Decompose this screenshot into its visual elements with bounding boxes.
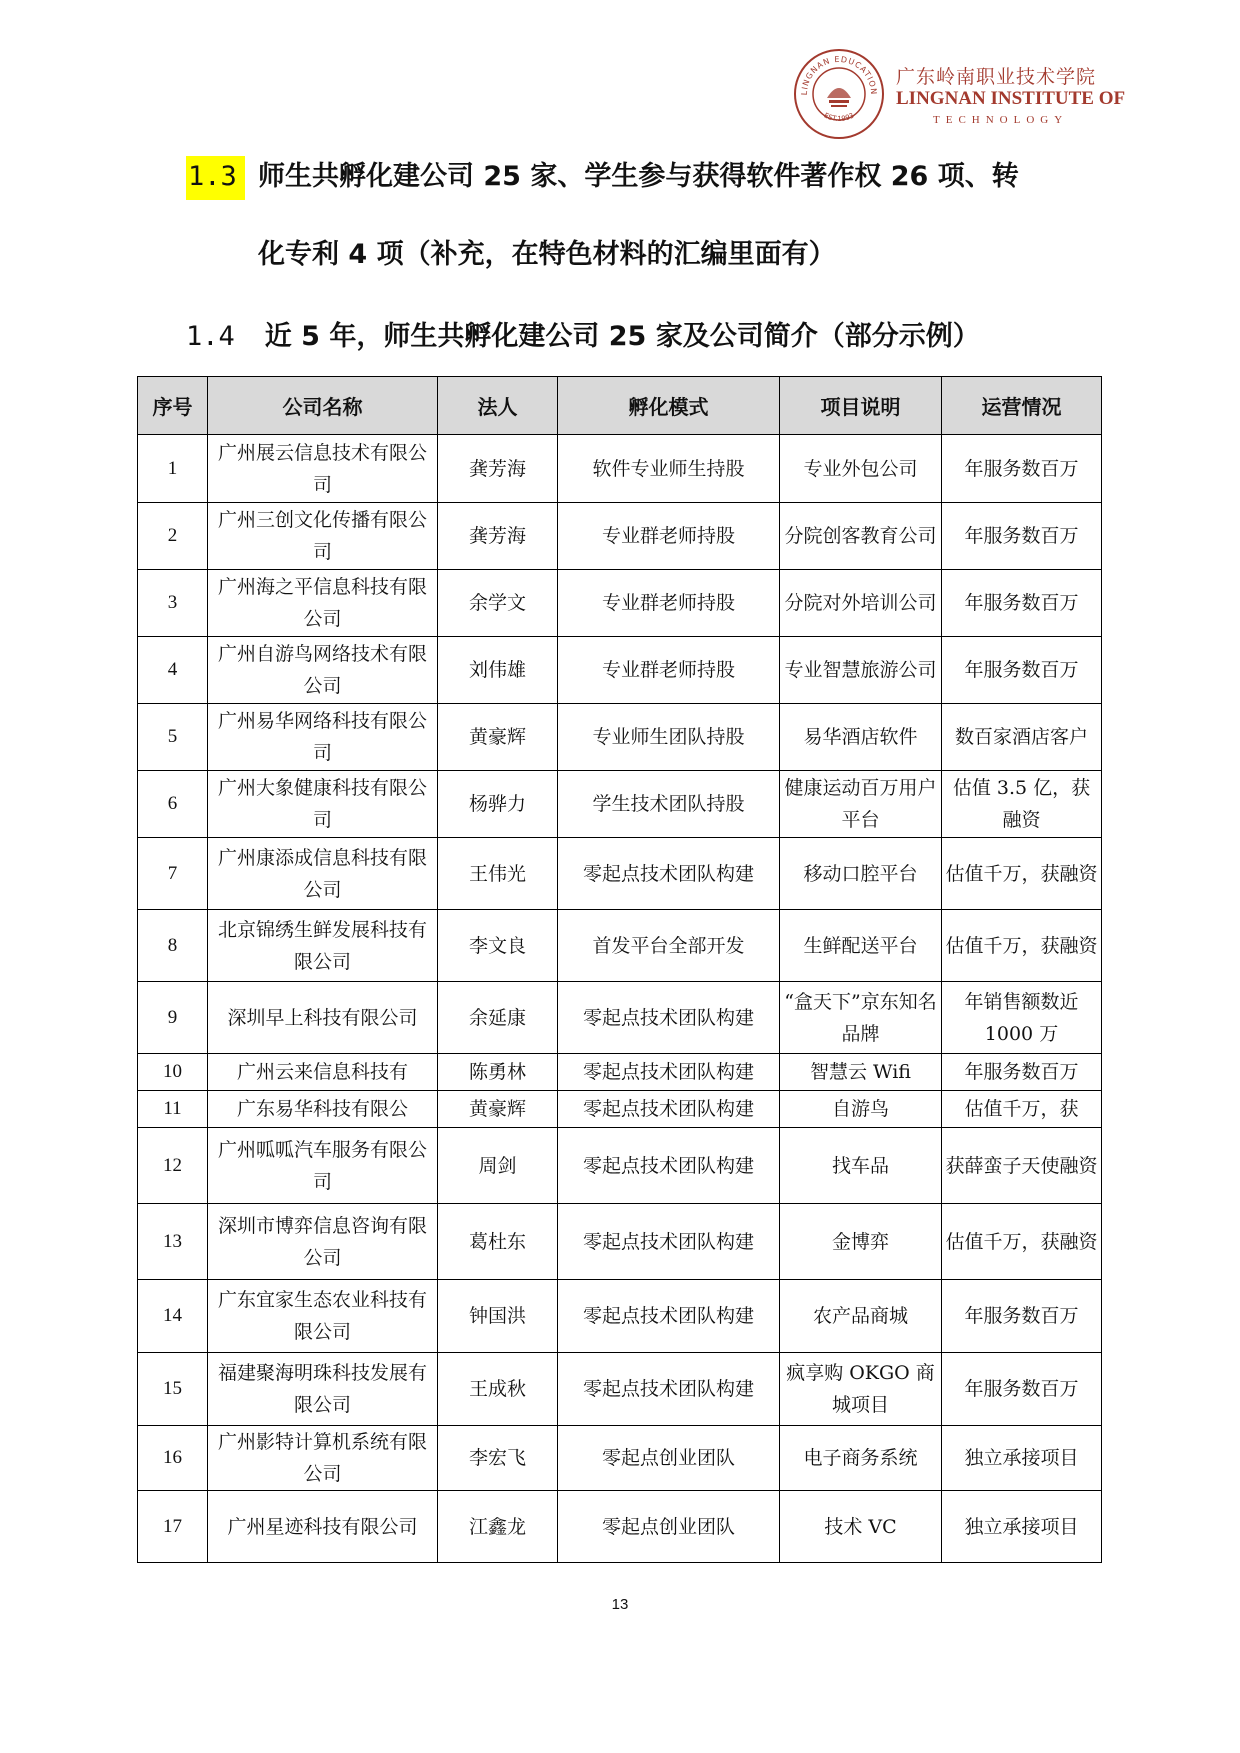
cell-legal-person: 余延康 — [438, 982, 558, 1054]
cell-company-name: 深圳市博弈信息咨询有限公司 — [208, 1204, 438, 1280]
cell-operation-status: 年服务数百万 — [942, 435, 1102, 503]
cell-no: 10 — [138, 1054, 208, 1091]
cell-project-description: 技术 VC — [780, 1491, 942, 1563]
cell-operation-status: 年服务数百万 — [942, 637, 1102, 704]
cell-legal-person: 余学文 — [438, 570, 558, 637]
cell-project-description: 疯享购 OKGO 商城项目 — [780, 1353, 942, 1426]
cell-operation-status: 获薛蛮子天使融资 — [942, 1128, 1102, 1204]
cell-incubation-mode: 软件专业师生持股 — [558, 435, 780, 503]
cell-no: 5 — [138, 704, 208, 771]
cell-incubation-mode: 零起点技术团队构建 — [558, 1204, 780, 1280]
cell-operation-status: 年服务数百万 — [942, 1280, 1102, 1353]
cell-incubation-mode: 学生技术团队持股 — [558, 771, 780, 838]
cell-company-name: 广东宜家生态农业科技有限公司 — [208, 1280, 438, 1353]
cell-company-name: 广州大象健康科技有限公司 — [208, 771, 438, 838]
cell-company-name: 广州影特计算机系统有限公司 — [208, 1426, 438, 1491]
cell-project-description: 专业智慧旅游公司 — [780, 637, 942, 704]
cell-project-description: 移动口腔平台 — [780, 838, 942, 910]
column-header-no: 序号 — [138, 377, 208, 435]
cell-legal-person: 李文良 — [438, 910, 558, 982]
cell-incubation-mode: 零起点技术团队构建 — [558, 1128, 780, 1204]
cell-legal-person: 黄豪辉 — [438, 1091, 558, 1128]
cell-incubation-mode: 零起点技术团队构建 — [558, 1280, 780, 1353]
table-row — [138, 982, 1102, 1054]
table-row — [138, 1128, 1102, 1204]
logo-english-name: LINGNAN INSTITUTE OF — [896, 88, 1126, 109]
cell-legal-person: 李宏飞 — [438, 1426, 558, 1491]
cell-operation-status: 年服务数百万 — [942, 570, 1102, 637]
section-title-line-1: 师生共孵化建公司 25 家、学生参与获得软件著作权 26 项、转 — [258, 161, 1019, 192]
cell-project-description: 专业外包公司 — [780, 435, 942, 503]
cell-operation-status: 数百家酒店客户 — [942, 704, 1102, 771]
cell-project-description: 易华酒店软件 — [780, 704, 942, 771]
cell-no: 16 — [138, 1426, 208, 1491]
cell-legal-person: 王成秋 — [438, 1353, 558, 1426]
cell-incubation-mode: 专业群老师持股 — [558, 503, 780, 570]
cell-company-name: 广州自游鸟网络技术有限公司 — [208, 637, 438, 704]
cell-project-description: 金博弈 — [780, 1204, 942, 1280]
cell-incubation-mode: 专业师生团队持股 — [558, 704, 780, 771]
section-1-4-heading — [186, 314, 980, 353]
logo-chinese-name: 广东岭南职业技术学院 — [896, 66, 1097, 88]
table-row — [138, 570, 1102, 637]
table-row — [138, 1280, 1102, 1353]
cell-legal-person: 龚芳海 — [438, 435, 558, 503]
column-header-mode: 孵化模式 — [558, 377, 780, 435]
cell-project-description: 电子商务系统 — [780, 1426, 942, 1491]
section-title: 近 5 年，师生共孵化建公司 25 家及公司简介（部分示例） — [264, 321, 980, 352]
column-header-company: 公司名称 — [208, 377, 438, 435]
column-header-person: 法人 — [438, 377, 558, 435]
cell-company-name: 广州呱呱汽车服务有限公司 — [208, 1128, 438, 1204]
section-number-highlighted: 1.3 — [186, 156, 245, 200]
cell-company-name: 广州星迹科技有限公司 — [208, 1491, 438, 1563]
cell-operation-status: 年销售额数近 1000 万 — [942, 982, 1102, 1054]
cell-no: 3 — [138, 570, 208, 637]
cell-project-description: 生鲜配送平台 — [780, 910, 942, 982]
cell-no: 13 — [138, 1204, 208, 1280]
cell-incubation-mode: 专业群老师持股 — [558, 637, 780, 704]
cell-no: 4 — [138, 637, 208, 704]
cell-operation-status: 独立承接项目 — [942, 1491, 1102, 1563]
cell-no: 2 — [138, 503, 208, 570]
section-title-line-2: 化专利 4 项（补充，在特色材料的汇编里面有） — [258, 239, 836, 270]
cell-no: 6 — [138, 771, 208, 838]
page-number: 13 — [611, 1596, 629, 1613]
cell-legal-person: 龚芳海 — [438, 503, 558, 570]
cell-incubation-mode: 零起点技术团队构建 — [558, 1091, 780, 1128]
cell-incubation-mode: 首发平台全部开发 — [558, 910, 780, 982]
cell-project-description: 智慧云 Wifi — [780, 1054, 942, 1091]
cell-no: 14 — [138, 1280, 208, 1353]
cell-operation-status: 估值千万，获 — [942, 1091, 1102, 1128]
table-row — [138, 1491, 1102, 1563]
cell-incubation-mode: 零起点技术团队构建 — [558, 1054, 780, 1091]
cell-incubation-mode: 零起点技术团队构建 — [558, 1353, 780, 1426]
column-header-status: 运营情况 — [942, 377, 1102, 435]
companies-table — [137, 376, 1102, 1563]
svg-text:EST.1993 — [823, 111, 856, 123]
logo-english-name-line2: TECHNOLOGY — [933, 114, 1069, 126]
table-row — [138, 771, 1102, 838]
cell-operation-status: 估值千万，获融资 — [942, 910, 1102, 982]
cell-operation-status: 估值千万，获融资 — [942, 1204, 1102, 1280]
cell-project-description: 自游鸟 — [780, 1091, 942, 1128]
cell-company-name: 福建聚海明珠科技发展有限公司 — [208, 1353, 438, 1426]
cell-incubation-mode: 零起点创业团队 — [558, 1491, 780, 1563]
cell-legal-person: 葛杜东 — [438, 1204, 558, 1280]
table-row — [138, 435, 1102, 503]
cell-operation-status: 估值千万，获融资 — [942, 838, 1102, 910]
cell-incubation-mode: 零起点技术团队构建 — [558, 838, 780, 910]
cell-company-name: 广州康添成信息科技有限公司 — [208, 838, 438, 910]
table-row — [138, 704, 1102, 771]
cell-no: 9 — [138, 982, 208, 1054]
seal-text-top: LINGNAN EDUCATION — [799, 54, 879, 96]
table-header-row — [138, 377, 1102, 435]
cell-legal-person: 周剑 — [438, 1128, 558, 1204]
cell-company-name: 广州易华网络科技有限公司 — [208, 704, 438, 771]
cell-legal-person: 王伟光 — [438, 838, 558, 910]
cell-operation-status: 独立承接项目 — [942, 1426, 1102, 1491]
cell-no: 8 — [138, 910, 208, 982]
cell-project-description: 分院创客教育公司 — [780, 503, 942, 570]
table-row — [138, 1426, 1102, 1491]
cell-no: 17 — [138, 1491, 208, 1563]
cell-project-description: 农产品商城 — [780, 1280, 942, 1353]
cell-company-name: 深圳早上科技有限公司 — [208, 982, 438, 1054]
cell-operation-status: 年服务数百万 — [942, 1353, 1102, 1426]
cell-operation-status: 年服务数百万 — [942, 1054, 1102, 1091]
section-number: 1.4 — [186, 321, 235, 352]
institute-seal-icon — [793, 48, 885, 140]
cell-no: 12 — [138, 1128, 208, 1204]
cell-project-description: 找车品 — [780, 1128, 942, 1204]
cell-incubation-mode: 专业群老师持股 — [558, 570, 780, 637]
cell-project-description: 分院对外培训公司 — [780, 570, 942, 637]
cell-company-name: 北京锦绣生鲜发展科技有限公司 — [208, 910, 438, 982]
cell-no: 15 — [138, 1353, 208, 1426]
cell-project-description: “盒天下”京东知名品牌 — [780, 982, 942, 1054]
cell-legal-person: 刘伟雄 — [438, 637, 558, 704]
column-header-project: 项目说明 — [780, 377, 942, 435]
seal-text-bottom: EST.1993 — [822, 111, 856, 124]
cell-company-name: 广东易华科技有限公 — [208, 1091, 438, 1128]
table-row — [138, 1204, 1102, 1280]
cell-project-description: 健康运动百万用户平台 — [780, 771, 942, 838]
cell-legal-person: 陈勇林 — [438, 1054, 558, 1091]
cell-incubation-mode: 零起点技术团队构建 — [558, 982, 780, 1054]
cell-company-name: 广州三创文化传播有限公司 — [208, 503, 438, 570]
table-row — [138, 1091, 1102, 1128]
table-row — [138, 637, 1102, 704]
table-row — [138, 503, 1102, 570]
cell-company-name: 广州云来信息科技有 — [208, 1054, 438, 1091]
cell-legal-person: 江鑫龙 — [438, 1491, 558, 1563]
cell-no: 11 — [138, 1091, 208, 1128]
cell-no: 7 — [138, 838, 208, 910]
table-row — [138, 1054, 1102, 1091]
cell-legal-person: 黄豪辉 — [438, 704, 558, 771]
cell-company-name: 广州海之平信息科技有限公司 — [208, 570, 438, 637]
cell-legal-person: 杨骅力 — [438, 771, 558, 838]
institute-logo — [793, 48, 1133, 140]
table-row — [138, 910, 1102, 982]
cell-operation-status: 估值 3.5 亿，获融资 — [942, 771, 1102, 838]
cell-operation-status: 年服务数百万 — [942, 503, 1102, 570]
cell-company-name: 广州展云信息技术有限公司 — [208, 435, 438, 503]
cell-legal-person: 钟国洪 — [438, 1280, 558, 1353]
table-row — [138, 838, 1102, 910]
cell-incubation-mode: 零起点创业团队 — [558, 1426, 780, 1491]
cell-no: 1 — [138, 435, 208, 503]
table-row — [138, 1353, 1102, 1426]
